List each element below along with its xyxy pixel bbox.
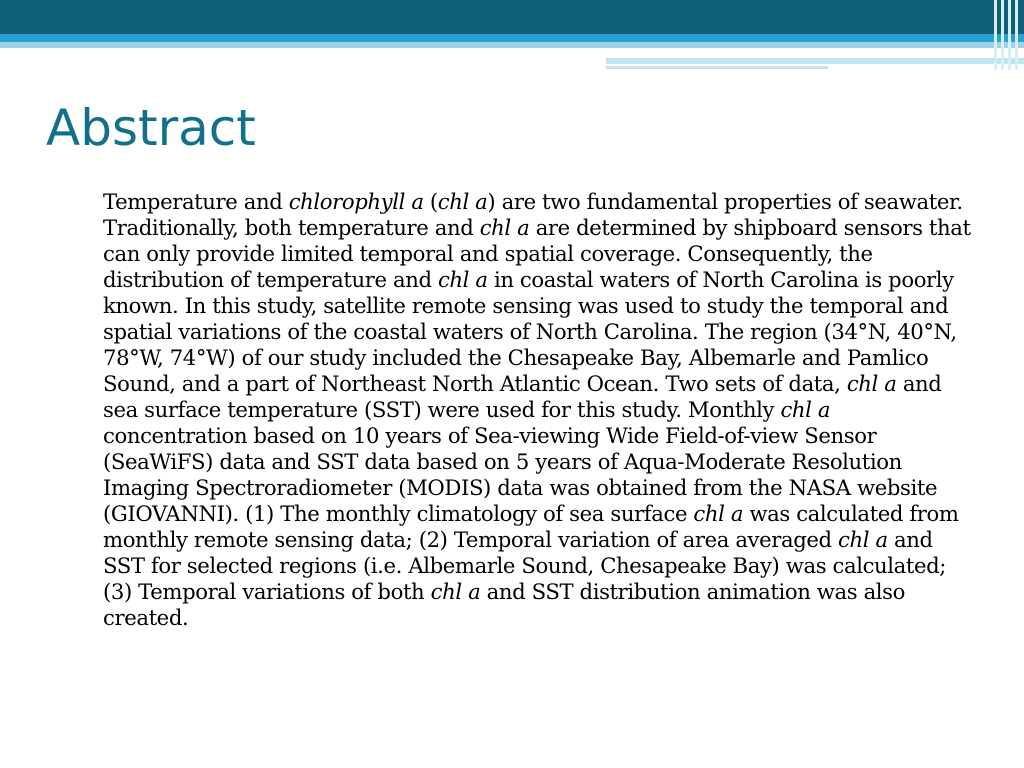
text-segment: and sea surface temperature (SST) were used for this study. Monthly — [103, 371, 942, 422]
text-segment-italic: chl a — [479, 215, 530, 240]
header-accent-band — [0, 34, 1024, 42]
text-segment-italic: chl a — [838, 527, 888, 552]
text-segment: ) are two fundamental properties of seawater. Traditionally, both temperature and — [103, 189, 963, 240]
header-light-band — [0, 42, 1024, 48]
text-segment: ( — [423, 189, 438, 214]
text-segment: and SST for selected regions (i.e. Albemarle Sound, Chesapeake Bay) was calculated; (3) Temporal variations of both — [103, 527, 947, 604]
abstract-paragraph — [103, 189, 973, 631]
header-right-thin-band — [606, 66, 828, 69]
text-segment: was calculated from monthly remote sensing data; (2) Temporal variation of area averaged — [103, 501, 959, 552]
text-segment-italic: chl a — [437, 189, 488, 214]
text-segment-italic: chl a — [437, 267, 488, 292]
text-segment-italic: chl a — [693, 501, 744, 526]
header-right-band — [606, 58, 1024, 64]
text-segment-italic: chl a — [846, 371, 897, 396]
header-bar — [0, 0, 1024, 34]
text-segment: Temperature and — [103, 189, 289, 214]
text-segment-italic: chl a — [780, 397, 831, 422]
text-segment-italic: chl a — [430, 579, 481, 604]
slide-title: Abstract — [46, 99, 256, 157]
text-segment: are determined by shipboard sensors that can only provide limited temporal and spatial coverage. Consequently, the distribution of temperature and — [103, 215, 971, 292]
text-segment-italic: chlorophyll a — [288, 189, 424, 214]
header-stripes-decoration — [990, 0, 1024, 70]
text-segment: and SST distribution animation was also created. — [103, 579, 906, 630]
text-segment: in coastal waters of North Carolina is poorly known. In this study, satellite remote sensing was used to study the temporal and spatial variations of the coastal waters of North Carolina. The region (34°N, 40°N, 78°W, 74°W) of our study included the Chesapeake Bay, Albemarle and Pamlico Sound, and a part of Northeast North Atlantic Ocean. Two sets of data, — [103, 267, 957, 396]
text-segment: concentration based on 10 years of Sea-viewing Wide Field-of-view Sensor (SeaWiFS) data and SST data based on 5 years of Aqua-Moderate Resolution Imaging Spectroradiometer (MODIS) data was obtained from the NASA website (GIOVANNI). (1) The monthly climatology of sea surface — [103, 423, 938, 526]
